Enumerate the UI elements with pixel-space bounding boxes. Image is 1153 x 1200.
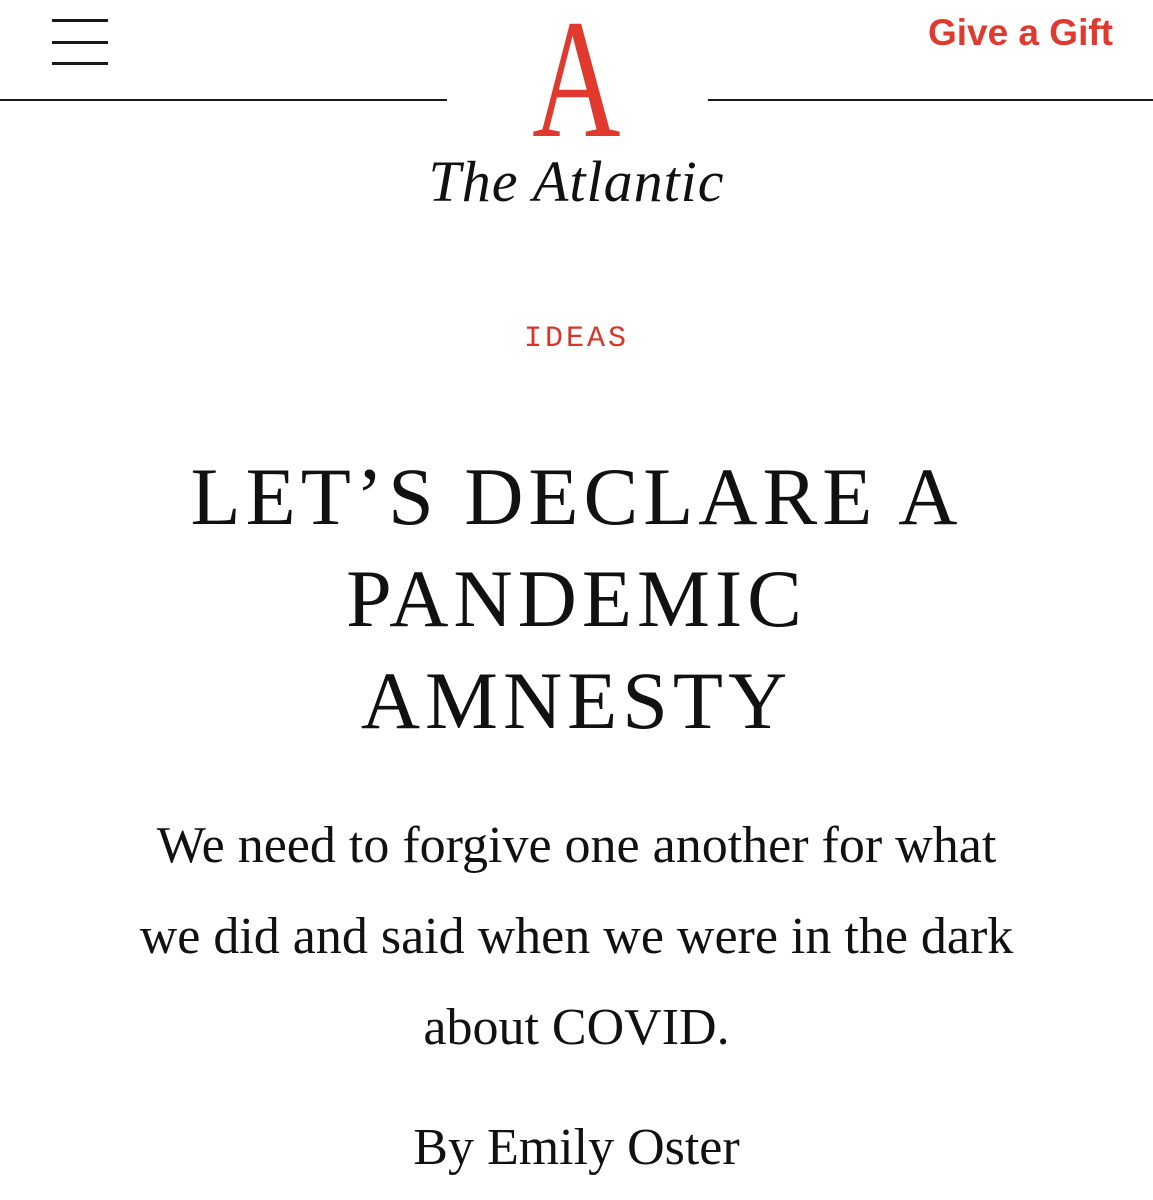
menu-icon-line — [52, 62, 108, 65]
atlantic-logo-mark[interactable]: A — [532, 0, 621, 173]
atlantic-wordmark[interactable]: The Atlantic — [428, 149, 725, 214]
byline-prefix: By — [413, 1119, 474, 1176]
menu-icon-line — [52, 19, 108, 22]
byline — [0, 1118, 1153, 1177]
give-a-gift-link[interactable]: Give a Gift — [927, 12, 1113, 53]
menu-icon-line — [52, 41, 108, 44]
article-dek — [60, 800, 1093, 1073]
author-link[interactable]: Emily Oster — [486, 1119, 740, 1176]
dek-line: about COVID. — [423, 999, 730, 1056]
section-label[interactable]: IDEAS — [523, 322, 629, 356]
headline-line: LET’S DECLARE A — [190, 451, 963, 542]
dek-line: We need to forgive one another for what — [156, 817, 997, 874]
headline-line: AMNESTY — [360, 655, 793, 746]
article-headline — [60, 446, 1093, 752]
menu-button[interactable] — [52, 16, 108, 68]
dek-line: we did and said when we were in the dark — [139, 908, 1014, 965]
headline-line: PANDEMIC — [346, 553, 807, 644]
